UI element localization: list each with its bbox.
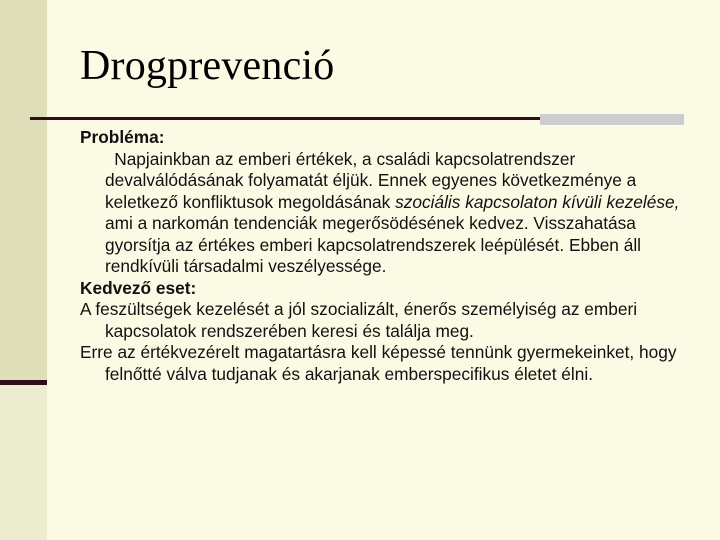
side-accent-mark: [0, 380, 47, 385]
heading-favorable-case: Kedvező eset:: [80, 277, 197, 298]
paragraph-problem-italic: szociális kapcsolaton kívüli kezelése,: [395, 191, 680, 212]
paragraph-problem-end: ami a narkomán tendenciák megerősödésének kedvez. Visszahatása gyorsítja az értékes emberi kapcsolatrendszerek leépülését. Ebben áll rendkívüli társadalmi veszélyessége.: [105, 213, 642, 276]
title-rule-accent: [540, 114, 684, 125]
paragraph-problem-start: Napjainkban az emberi értékek, a családi kapcsolatrendszer devalválódásának folyamatát éljük. Ennek egyenes következménye a keletkező konfliktusok megoldásának: [105, 148, 637, 212]
slide-body: [80, 127, 680, 385]
side-bar-upper: [0, 0, 47, 382]
paragraph-problem: [80, 149, 680, 278]
paragraph-value-driven: Erre az értékvezérelt magatartásra kell képessé tennünk gyermekeinket, hogy felnőtté válva tudjanak és akarjanak emberspecifikus életet élni.: [80, 342, 677, 384]
slide-title: Drogprevenció: [80, 43, 335, 89]
title-rule: [30, 117, 540, 120]
heading-problem: Probléma:: [80, 127, 165, 147]
paragraph-favorable-case: A feszültségek kezelését a jól szocializált, énerős személyiség az emberi kapcsolatok rendszerében keresi és találja meg.: [80, 299, 638, 341]
